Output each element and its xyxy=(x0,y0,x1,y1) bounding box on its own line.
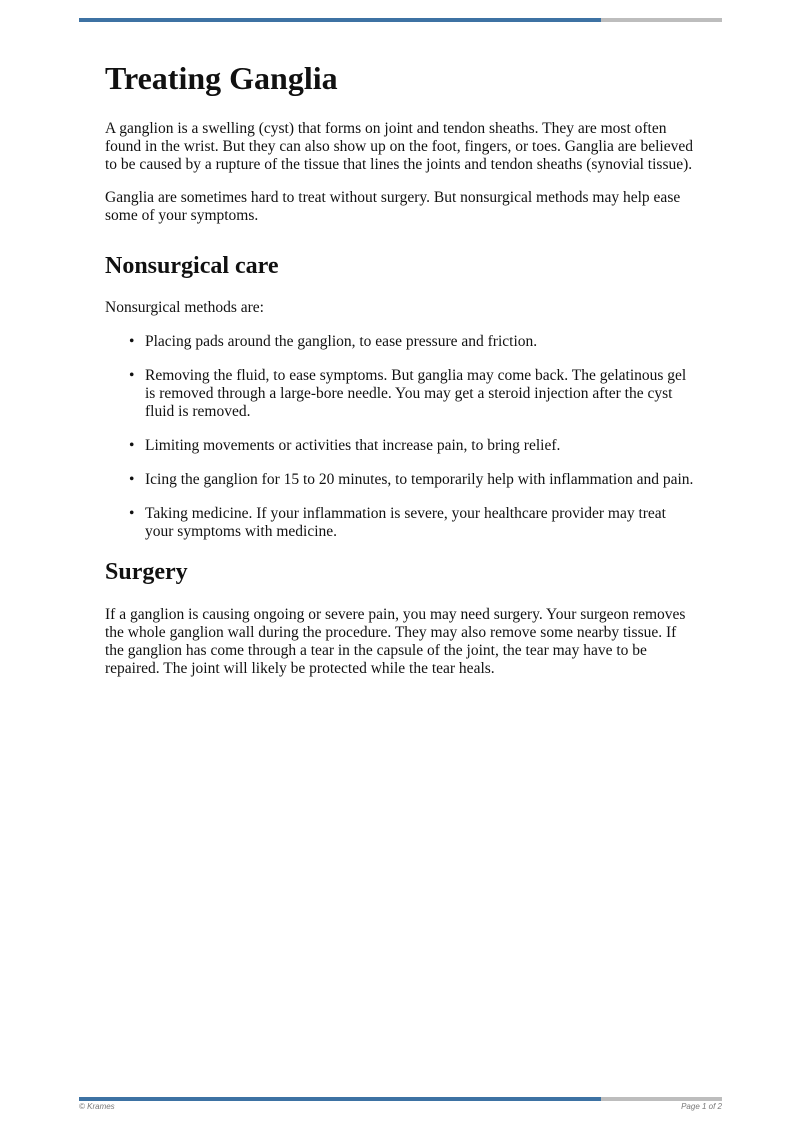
bullet-icon: • xyxy=(129,437,135,454)
nonsurgical-list xyxy=(105,333,695,541)
footer-rule-accent xyxy=(79,1097,601,1101)
list-item-text: Icing the ganglion for 15 to 20 minutes, to temporarily help with inflammation and pain. xyxy=(145,471,694,488)
list-item xyxy=(105,505,695,541)
page-number: Page 1 of 2 xyxy=(681,1102,722,1111)
list-item xyxy=(105,367,695,421)
bullet-icon: • xyxy=(129,333,135,350)
list-item xyxy=(105,333,695,351)
list-item-text: Placing pads around the ganglion, to ease pressure and friction. xyxy=(145,333,538,350)
intro-paragraph-1: A ganglion is a swelling (cyst) that forms on joint and tendon sheaths. They are most often found in the wrist. But they can also show up on the foot, fingers, or toes. Ganglia are believed to be caused by a rupture of the tissue that lines the joints and tendon sheaths (synovial tissue). xyxy=(105,120,694,173)
bullet-icon: • xyxy=(129,471,135,488)
document-body xyxy=(105,52,695,678)
intro-paragraph-2: Ganglia are sometimes hard to treat without surgery. But nonsurgical methods may help ease some of your symptoms. xyxy=(105,189,681,224)
list-item-text: Taking medicine. If your inflammation is severe, your healthcare provider may treat your symptoms with medicine. xyxy=(145,505,666,540)
page-footer xyxy=(79,1102,722,1114)
section-heading-surgery: Surgery xyxy=(105,559,188,585)
bullet-icon: • xyxy=(129,505,135,522)
surgery-paragraph: If a ganglion is causing ongoing or severe pain, you may need surgery. Your surgeon removes the whole ganglion wall during the procedure. They may also remove some nearby tissue. If the ganglion has come through a tear in the capsule of the joint, the tear may have to be repaired. The joint will likely be protected while the tear heals. xyxy=(105,606,686,677)
copyright-text: © Krames xyxy=(79,1102,115,1111)
footer-rule xyxy=(79,1097,722,1101)
page-title: Treating Ganglia xyxy=(105,60,338,96)
header-rule-secondary xyxy=(601,18,722,22)
header-rule-accent xyxy=(79,18,601,22)
list-item xyxy=(105,437,695,455)
section-heading-nonsurgical: Nonsurgical care xyxy=(105,253,279,279)
list-item xyxy=(105,471,695,489)
list-item-text: Limiting movements or activities that increase pain, to bring relief. xyxy=(145,437,561,454)
header-rule xyxy=(79,18,722,22)
bullet-icon: • xyxy=(129,367,135,384)
list-item-text: Removing the fluid, to ease symptoms. But ganglia may come back. The gelatinous gel is removed through a large-bore needle. You may get a steroid injection after the cyst fluid is removed. xyxy=(145,367,687,420)
nonsurgical-lead: Nonsurgical methods are: xyxy=(105,299,264,316)
footer-rule-secondary xyxy=(601,1097,722,1101)
